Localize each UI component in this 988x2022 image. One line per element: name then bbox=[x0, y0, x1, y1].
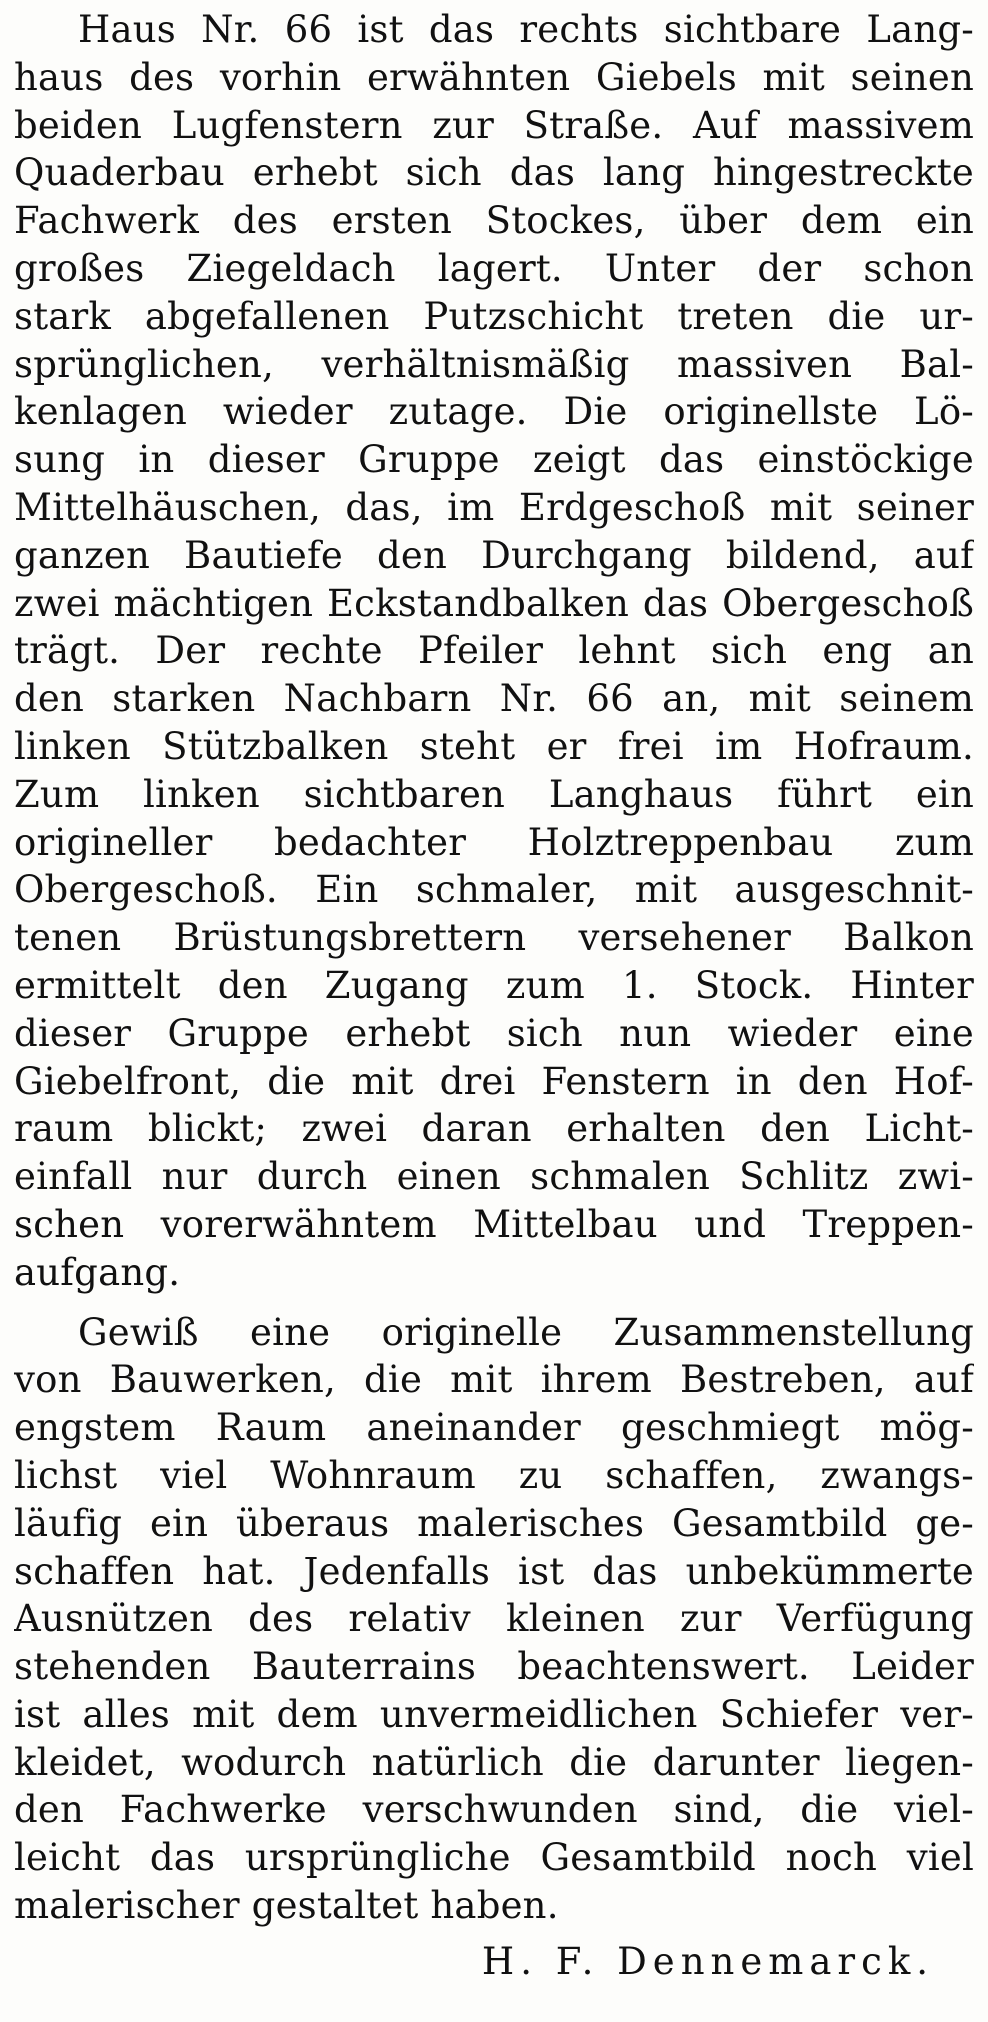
text-line: trägt. Der rechte Pfeiler lehnt sich eng an bbox=[14, 629, 974, 673]
text-line: großes Ziegeldach lagert. Unter der schon bbox=[14, 246, 974, 290]
author-signature: H. F. Dennemarck. bbox=[481, 1940, 934, 1983]
text-line: linken Stützbalken steht er frei im Hofraum. bbox=[14, 724, 974, 768]
paragraph-2 bbox=[14, 1309, 974, 1930]
text-line: raum blickt; zwei daran erhalten den Licht- bbox=[14, 1107, 974, 1151]
text-line: engstem Raum aneinander geschmiegt mög- bbox=[14, 1406, 974, 1450]
text-line: schaffen hat. Jedenfalls ist das unbekümmerte bbox=[14, 1549, 974, 1593]
text-line: sung in dieser Gruppe zeigt das einstöckige bbox=[14, 438, 974, 482]
text-line: läufig ein überaus malerisches Gesamtbild ge- bbox=[14, 1501, 974, 1545]
text-line: von Bauwerken, die mit ihrem Bestreben, auf bbox=[14, 1358, 974, 1402]
text-line: leicht das ursprüngliche Gesamtbild noch viel bbox=[14, 1836, 974, 1880]
text-line: Obergeschoß. Ein schmaler, mit ausgeschnit- bbox=[14, 868, 974, 912]
text-line: haus des vorhin erwähnten Giebels mit seinen bbox=[14, 55, 974, 99]
text-line: Giebelfront, die mit drei Fenstern in den Hof- bbox=[14, 1059, 974, 1103]
text-line: beiden Lugfenstern zur Straße. Auf massivem bbox=[14, 103, 974, 147]
text-line: Mittelhäuschen, das, im Erdgeschoß mit seiner bbox=[14, 485, 974, 529]
text-line: schen vorerwähntem Mittelbau und Treppen- bbox=[14, 1202, 974, 1246]
text-line: sprünglichen, verhältnismäßig massiven Bal- bbox=[14, 342, 974, 386]
paragraph-spacer bbox=[14, 1297, 974, 1309]
text-line: ist alles mit dem unvermeidlichen Schiefer ver- bbox=[14, 1692, 974, 1736]
paragraph-1 bbox=[14, 6, 974, 1297]
text-line: den starken Nachbarn Nr. 66 an, mit seinem bbox=[14, 677, 974, 721]
text-line: tenen Brüstungsbrettern versehener Balkon bbox=[14, 916, 974, 960]
text-line: Gewiß eine originelle Zusammenstellung bbox=[78, 1310, 974, 1354]
text-line: lichst viel Wohnraum zu schaffen, zwangs- bbox=[14, 1453, 974, 1497]
text-line: kleidet, wodurch natürlich die darunter liegen- bbox=[14, 1740, 974, 1784]
text-line: Fachwerk des ersten Stockes, über dem ein bbox=[14, 199, 974, 243]
text-line: kenlagen wieder zutage. Die originellste Lö- bbox=[14, 390, 974, 434]
text-line: den Fachwerke verschwunden sind, die viel- bbox=[14, 1788, 974, 1832]
text-line: malerischer gestaltet haben. bbox=[14, 1884, 559, 1928]
text-line: ganzen Bautiefe den Durchgang bildend, auf bbox=[14, 533, 974, 577]
text-line: Haus Nr. 66 ist das rechts sichtbare Lang- bbox=[78, 8, 974, 51]
text-line: Zum linken sichtbaren Langhaus führt ein bbox=[14, 772, 974, 816]
text-line: stark abgefallenen Putzschicht treten die ur- bbox=[14, 294, 974, 338]
text-line: stehenden Bauterrains beachtenswert. Leider bbox=[14, 1645, 974, 1689]
text-line: origineller bedachter Holztreppenbau zum bbox=[14, 820, 974, 864]
text-line: zwei mächtigen Eckstandbalken das Obergeschoß bbox=[14, 581, 974, 625]
text-line: Ausnützen des relativ kleinen zur Verfügung bbox=[14, 1597, 974, 1641]
text-line: aufgang. bbox=[14, 1250, 181, 1294]
text-line: dieser Gruppe erhebt sich nun wieder eine bbox=[14, 1011, 974, 1055]
text-line: Quaderbau erhebt sich das lang hingestreckte bbox=[14, 151, 974, 195]
text-line: ermittelt den Zugang zum 1. Stock. Hinter bbox=[14, 963, 974, 1007]
text-line: einfall nur durch einen schmalen Schlitz zwi- bbox=[14, 1155, 974, 1199]
